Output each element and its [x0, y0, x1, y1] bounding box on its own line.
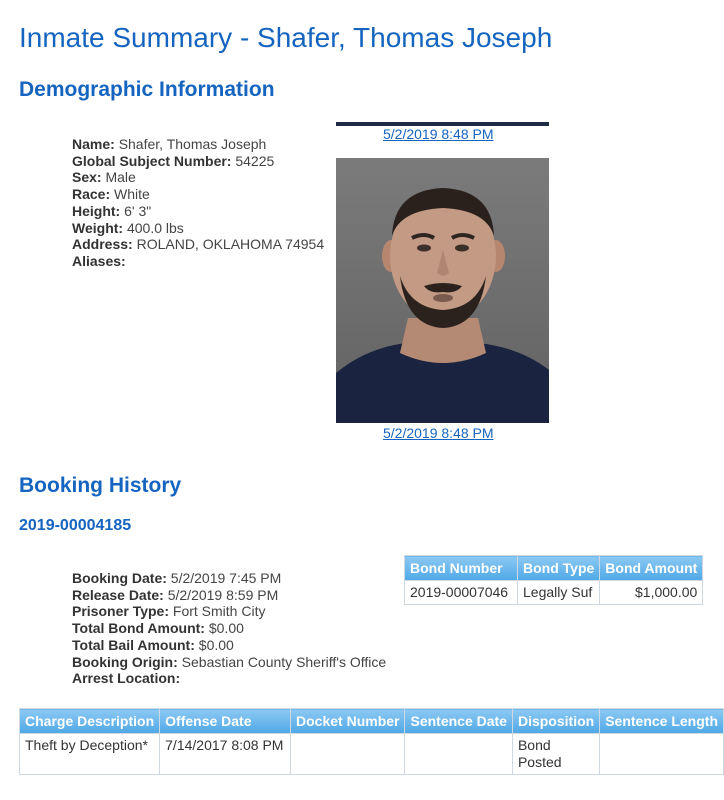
field-total-bond-amount — [72, 620, 386, 637]
disposition-header[interactable]: Disposition — [512, 709, 599, 734]
field-value: $0.00 — [208, 620, 244, 637]
field-value: 5/2/2019 7:45 PM — [170, 570, 282, 586]
table-row — [20, 734, 724, 775]
field-aliases — [72, 253, 324, 270]
photo-date-link[interactable]: 5/2/2019 8:48 PM — [383, 126, 494, 142]
field-label: Aliases: — [72, 252, 126, 269]
field-label: Global Subject Number: — [72, 152, 232, 169]
field-label: Total Bond Amount: — [72, 620, 205, 637]
field-name — [72, 136, 324, 153]
field-value: 6' 3" — [124, 202, 152, 219]
bond-table — [404, 555, 703, 605]
field-label: Weight: — [72, 219, 124, 236]
docket-number-header[interactable]: Docket Number — [291, 709, 405, 734]
field-label: Name: — [72, 136, 115, 152]
charge-table-header-row — [20, 709, 724, 734]
bond-type-header[interactable]: Bond Type — [518, 556, 600, 581]
disposition-cell: Bond Posted — [512, 734, 599, 775]
page-title: Inmate Summary - Shafer, Thomas Joseph — [19, 22, 553, 53]
photo-date-link[interactable]: 5/2/2019 8:48 PM — [383, 425, 494, 441]
field-global-subject-number — [72, 153, 324, 170]
mugshot-photo[interactable] — [336, 158, 549, 423]
bond-table-header-row — [405, 556, 703, 581]
field-label: Height: — [72, 202, 121, 219]
field-label: Sex: — [72, 169, 102, 186]
sentence-length-header[interactable]: Sentence Length — [600, 709, 724, 734]
offense-date-cell: 7/14/2017 8:08 PM — [160, 734, 291, 775]
sentence-length-cell — [600, 734, 724, 775]
bond-number-header[interactable]: Bond Number — [405, 556, 518, 581]
booking-info — [72, 570, 386, 687]
field-prisoner-type — [72, 603, 386, 620]
field-label: Release Date: — [72, 586, 164, 603]
field-weight — [72, 220, 324, 237]
field-label: Total Bail Amount: — [72, 636, 195, 653]
bond-number-cell: 2019-00007046 — [405, 581, 518, 605]
field-value: Sebastian County Sheriff's Office — [181, 653, 387, 670]
field-value: 5/2/2019 8:59 PM — [167, 586, 279, 603]
offense-date-header[interactable]: Offense Date — [160, 709, 291, 734]
field-value: Shafer, Thomas Joseph — [118, 136, 267, 152]
field-release-date — [72, 587, 386, 604]
charge-table — [19, 708, 724, 775]
field-value: 54225 — [235, 152, 275, 169]
demographic-section-title: Demographic Information — [19, 78, 275, 101]
field-height — [72, 203, 324, 220]
field-label: Booking Date: — [72, 570, 167, 586]
mugshot-image — [336, 158, 549, 423]
field-value: $0.00 — [198, 636, 234, 653]
field-label: Arrest Location: — [72, 670, 181, 687]
bond-type-cell: Legally Suf — [518, 581, 600, 605]
field-value: White — [114, 186, 150, 203]
field-booking-date — [72, 570, 386, 587]
table-row — [405, 581, 703, 605]
charge-description-header[interactable]: Charge Description — [20, 709, 160, 734]
field-address — [72, 236, 324, 253]
field-label: Address: — [72, 236, 133, 253]
field-booking-origin — [72, 654, 386, 671]
docket-number-cell — [291, 734, 405, 775]
demographic-info — [72, 136, 324, 270]
booking-section-title: Booking History — [19, 474, 182, 497]
field-race — [72, 186, 324, 203]
field-sex — [72, 169, 324, 186]
bond-amount-header[interactable]: Bond Amount — [600, 556, 703, 581]
field-arrest-location — [72, 670, 386, 687]
field-label: Booking Origin: — [72, 653, 178, 670]
field-value: Male — [105, 169, 136, 186]
field-value: 400.0 lbs — [126, 219, 184, 236]
field-value: ROLAND, OKLAHOMA 74954 — [136, 236, 325, 253]
sentence-date-header[interactable]: Sentence Date — [405, 709, 512, 734]
field-total-bail-amount — [72, 637, 386, 654]
sentence-date-cell — [405, 734, 512, 775]
field-label: Race: — [72, 186, 111, 203]
field-label: Prisoner Type: — [72, 603, 169, 620]
charge-description-cell: Theft by Deception* — [20, 734, 160, 775]
field-value: Fort Smith City — [172, 603, 266, 620]
bond-amount-cell: $1,000.00 — [600, 581, 703, 605]
booking-number: 2019-00004185 — [19, 517, 132, 534]
